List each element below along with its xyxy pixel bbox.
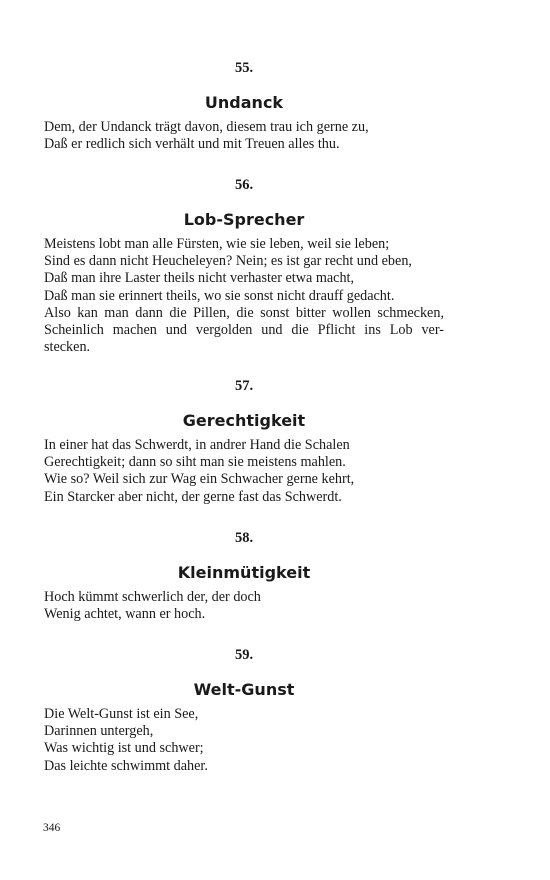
verse-line: Meistens lobt man alle Fürsten, wie sie leben, weil sie leben; [44, 236, 390, 252]
epigram-title: Undanck [204, 93, 284, 112]
epigram-number: 56. [234, 177, 254, 193]
epigram-59 [44, 646, 444, 775]
verse-line: Gerechtigkeit; dann so siht man sie meistens mahlen. [44, 454, 346, 471]
epigram-title: Welt-Gunst [193, 680, 295, 699]
epigram-title: Kleinmütigkeit [177, 563, 311, 582]
verse-line: Sind es dann nicht Heucheleyen? Nein; es ist gar recht und eben, [44, 253, 412, 270]
verse-line: Hoch kümmt schwerlich der, der doch [44, 589, 261, 605]
verse-line: Ein Starcker aber nicht, der gerne fast das Schwerdt. [44, 488, 342, 505]
verse-line: In einer hat das Schwerdt, in andrer Hand die Schalen [44, 437, 350, 453]
epigram-title: Gerechtigkeit [182, 411, 306, 430]
verse-line: Dem, der Undanck trägt davon, diesem trau ich gerne zu, [44, 119, 369, 135]
epigram-number: 57. [234, 378, 254, 394]
verse-line: Also kan man dann die Pillen, die sonst bitter wollen schmecken, [44, 304, 444, 321]
verse-line: Die Welt-Gunst ist ein See, [44, 706, 199, 722]
epigram-58 [44, 529, 444, 623]
verse-line: Daß man sie erinnert theils, wo sie sonst nicht drauff gedacht. [44, 287, 395, 304]
verse-line: Daß er redlich sich verhält und mit Treuen alles thu. [44, 136, 340, 153]
verse-line: Daß man ihre Laster theils nicht verhaster etwa macht, [44, 270, 355, 287]
epigram-55 [44, 59, 444, 153]
verse-line: Das leichte schwimmt daher. [44, 757, 208, 774]
verse-line: Wie so? Weil sich zur Wag ein Schwacher gerne kehrt, [44, 471, 355, 488]
epigram-number: 55. [234, 60, 254, 76]
epigram-number: 59. [234, 647, 254, 663]
verse-line: Was wichtig ist und schwer; [44, 740, 204, 757]
epigram-57 [44, 377, 444, 506]
epigram-56 [44, 176, 444, 356]
epigram-title: Lob-Sprecher [183, 210, 305, 229]
verse-line: Wenig achtet, wann er hoch. [44, 606, 206, 623]
verse-line: stecken. [44, 339, 91, 356]
verse-line: Scheinlich machen und vergolden und die Pflicht ins Lob ver- [44, 321, 444, 338]
page-number: 346 [43, 822, 61, 834]
verse-line: Darinnen untergeh, [44, 723, 154, 740]
epigram-number: 58. [234, 530, 254, 546]
